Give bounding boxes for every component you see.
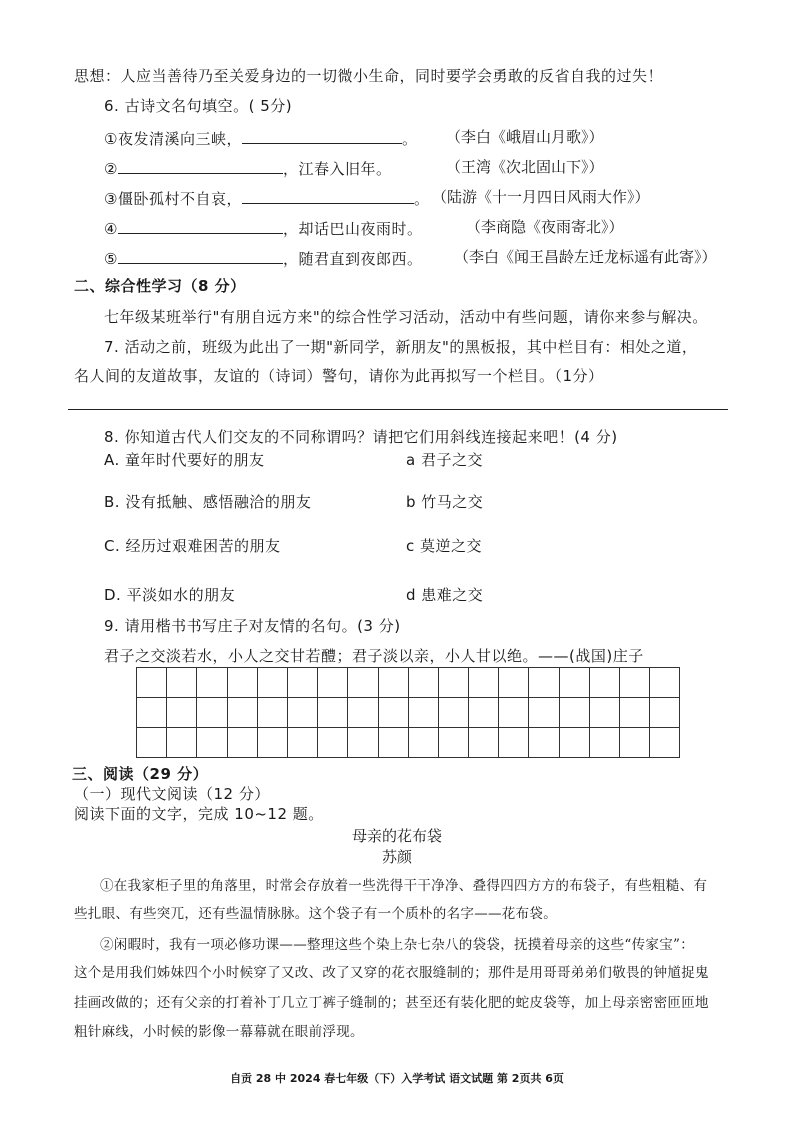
grid-cell[interactable] bbox=[227, 728, 257, 758]
grid-cell[interactable] bbox=[589, 668, 619, 698]
grid-cell[interactable] bbox=[257, 698, 287, 728]
q7-line-1: 7. 活动之前，班级为此出了一期"新同学，新朋友"的黑板报，其中栏目有：相处之道， bbox=[104, 338, 698, 356]
grid-cell[interactable] bbox=[257, 668, 287, 698]
q8-left-d[interactable]: D. 平淡如水的朋友 bbox=[104, 586, 236, 604]
grid-cell[interactable] bbox=[559, 728, 589, 758]
q8-right-a[interactable]: a 君子之交 bbox=[406, 451, 483, 469]
grid-cell[interactable] bbox=[197, 668, 227, 698]
grid-cell[interactable] bbox=[529, 668, 559, 698]
q6-item-2-prefix: ② bbox=[104, 160, 118, 178]
para1-line-2: 些扎眼、有些突兀，还有些温情脉脉。这个袋子有一个质朴的名字——花布袋。 bbox=[74, 906, 557, 922]
para2-line-4: 粗针麻线，小时候的影像一幕幕就在眼前浮现。 bbox=[74, 1024, 364, 1040]
grid-cell[interactable] bbox=[650, 698, 680, 728]
q6-source-5: （李白《闻王昌龄左迁龙标遥有此寄》） bbox=[454, 248, 717, 266]
grid-cell[interactable] bbox=[620, 698, 650, 728]
article-author: 苏颜 bbox=[381, 848, 412, 866]
q8-left-a[interactable]: A. 童年时代要好的朋友 bbox=[104, 451, 265, 469]
grid-cell[interactable] bbox=[167, 728, 197, 758]
section2-intro: 七年级某班举行"有朋自远方来"的综合性学习活动，活动中有些问题，请你来参与解决。 bbox=[104, 308, 708, 326]
para2-line-1: ②闲暇时，我有一项必修功课——整理这些个染上杂七杂八的袋袋，抚摸着母亲的这些“传家宝”： bbox=[100, 937, 695, 953]
grid-cell[interactable] bbox=[620, 668, 650, 698]
q6-item-2-suffix: ，江春入旧年。 bbox=[282, 160, 392, 178]
grid-cell[interactable] bbox=[650, 668, 680, 698]
q6-source-1: （李白《峨眉山月歌》） bbox=[446, 128, 604, 146]
q6-blank-2[interactable] bbox=[118, 157, 283, 174]
q6-blank-1[interactable] bbox=[242, 127, 402, 144]
grid-cell[interactable] bbox=[318, 668, 348, 698]
grid-cell[interactable] bbox=[438, 728, 468, 758]
q9-writing-grid[interactable] bbox=[136, 667, 680, 758]
section2-heading: 二、综合性学习（8 分） bbox=[74, 277, 246, 295]
q6-blank-5[interactable] bbox=[118, 247, 283, 264]
grid-cell[interactable] bbox=[559, 698, 589, 728]
article-title: 母亲的花布袋 bbox=[351, 827, 442, 845]
grid-cell[interactable] bbox=[318, 728, 348, 758]
q7-line-2: 名人间的友道故事，友谊的（诗词）警句，请你为此再拟写一个栏目。（1分） bbox=[74, 367, 604, 385]
grid-cell[interactable] bbox=[559, 668, 589, 698]
grid-cell[interactable] bbox=[137, 728, 167, 758]
q6-item-5-suffix: ，随君直到夜郎西。 bbox=[282, 250, 423, 268]
grid-cell[interactable] bbox=[499, 668, 529, 698]
grid-row bbox=[137, 728, 680, 758]
grid-cell[interactable] bbox=[499, 728, 529, 758]
q6-item-1-suffix: 。 bbox=[401, 130, 418, 148]
q6-heading: 6. 古诗文名句填空。( 5分) bbox=[104, 97, 293, 115]
grid-cell[interactable] bbox=[529, 728, 559, 758]
grid-cell[interactable] bbox=[287, 698, 317, 728]
grid-cell[interactable] bbox=[650, 728, 680, 758]
grid-cell[interactable] bbox=[469, 698, 499, 728]
grid-cell[interactable] bbox=[378, 698, 408, 728]
grid-cell[interactable] bbox=[167, 698, 197, 728]
para2-line-3: 挂画改做的；还有父亲的打着补丁几立丁裤子缝制的；甚至还有装化肥的蛇皮袋等，加上母亲密密匝匝地 bbox=[74, 995, 709, 1011]
grid-cell[interactable] bbox=[318, 698, 348, 728]
section3-heading: 三、阅读（29 分） bbox=[72, 765, 209, 783]
grid-cell[interactable] bbox=[348, 698, 378, 728]
grid-cell[interactable] bbox=[529, 698, 559, 728]
grid-cell[interactable] bbox=[167, 668, 197, 698]
grid-cell[interactable] bbox=[227, 698, 257, 728]
grid-cell[interactable] bbox=[408, 698, 438, 728]
grid-cell[interactable] bbox=[469, 668, 499, 698]
grid-cell[interactable] bbox=[469, 728, 499, 758]
q6-item-2 bbox=[104, 157, 391, 179]
q6-source-2: （王湾《次北固山下》） bbox=[446, 158, 604, 176]
page-footer: 自贡 28 中 2024 春七年级（下）入学考试 语文试题 第 2页共 6页 bbox=[230, 1072, 564, 1085]
q8-heading: 8. 你知道古代人们交友的不同称谓吗？请把它们用斜线连接起来吧！(4 分) bbox=[104, 428, 618, 446]
q6-source-4: （李商隐《夜雨寄北》） bbox=[466, 218, 624, 236]
para1-line-1: ①在我家柜子里的角落里，时常会存放着一些洗得干干净净、叠得四四方方的布袋子，有些粗糙、有 bbox=[100, 878, 708, 894]
grid-cell[interactable] bbox=[348, 668, 378, 698]
q6-blank-3[interactable] bbox=[242, 187, 414, 204]
q6-item-1 bbox=[104, 127, 417, 149]
grid-cell[interactable] bbox=[137, 668, 167, 698]
q6-item-4-suffix: ，却话巴山夜雨时。 bbox=[282, 220, 423, 238]
grid-cell[interactable] bbox=[197, 698, 227, 728]
q7-answer-line[interactable] bbox=[68, 409, 728, 410]
grid-cell[interactable] bbox=[137, 698, 167, 728]
grid-cell[interactable] bbox=[348, 728, 378, 758]
grid-cell[interactable] bbox=[499, 698, 529, 728]
grid-cell[interactable] bbox=[287, 728, 317, 758]
para2-line-2: 这个是用我们姊妹四个小时候穿了又改、改了又穿的花衣服缝制的；那件是用哥哥弟弟们敬畏的钟馗捉鬼 bbox=[74, 965, 709, 981]
q6-item-4-prefix: ④ bbox=[104, 220, 118, 238]
q6-blank-4[interactable] bbox=[118, 217, 283, 234]
grid-cell[interactable] bbox=[227, 668, 257, 698]
q8-left-c[interactable]: C. 经历过艰难困苦的朋友 bbox=[104, 537, 281, 555]
section3-sub: （一）现代文阅读（12 分） bbox=[74, 785, 270, 803]
q8-right-b[interactable]: b 竹马之交 bbox=[406, 493, 484, 511]
grid-cell[interactable] bbox=[287, 668, 317, 698]
q6-item-5-prefix: ⑤ bbox=[104, 250, 118, 268]
q6-item-5 bbox=[104, 247, 422, 269]
grid-row bbox=[137, 698, 680, 728]
grid-cell[interactable] bbox=[620, 728, 650, 758]
q9-heading: 9. 请用楷书书写庄子对友情的名句。(3 分) bbox=[104, 617, 401, 635]
q6-item-1-prefix: ①夜发清溪向三峡， bbox=[104, 130, 242, 148]
q8-left-b[interactable]: B. 没有抵触、感悟融洽的朋友 bbox=[104, 493, 312, 511]
q8-right-c[interactable]: c 莫逆之交 bbox=[406, 537, 483, 555]
q6-item-3-suffix: 。 bbox=[413, 190, 430, 208]
grid-cell[interactable] bbox=[589, 698, 619, 728]
q6-item-4 bbox=[104, 217, 422, 239]
q8-right-d[interactable]: d 患难之交 bbox=[406, 586, 484, 604]
grid-cell[interactable] bbox=[257, 728, 287, 758]
grid-cell[interactable] bbox=[197, 728, 227, 758]
grid-cell[interactable] bbox=[589, 728, 619, 758]
grid-cell[interactable] bbox=[408, 728, 438, 758]
section3-instruction: 阅读下面的文字，完成 10~12 题。 bbox=[74, 805, 324, 823]
q6-source-3: （陆游《十一月四日风雨大作》） bbox=[432, 188, 650, 206]
grid-cell[interactable] bbox=[378, 728, 408, 758]
q6-item-3-prefix: ③僵卧孤村不自哀， bbox=[104, 190, 242, 208]
grid-cell[interactable] bbox=[438, 698, 468, 728]
grid-cell[interactable] bbox=[408, 668, 438, 698]
grid-row bbox=[137, 668, 680, 698]
q9-quote: 君子之交淡若水，小人之交甘若醴；君子淡以亲，小人甘以绝。——(战国)庄子 bbox=[104, 647, 644, 665]
grid-cell[interactable] bbox=[438, 668, 468, 698]
thought-line: 思想：人应当善待乃至关爱身边的一切微小生命，同时要学会勇敢的反省自我的过失！ bbox=[74, 67, 664, 85]
q6-item-3 bbox=[104, 187, 429, 209]
grid-cell[interactable] bbox=[378, 668, 408, 698]
